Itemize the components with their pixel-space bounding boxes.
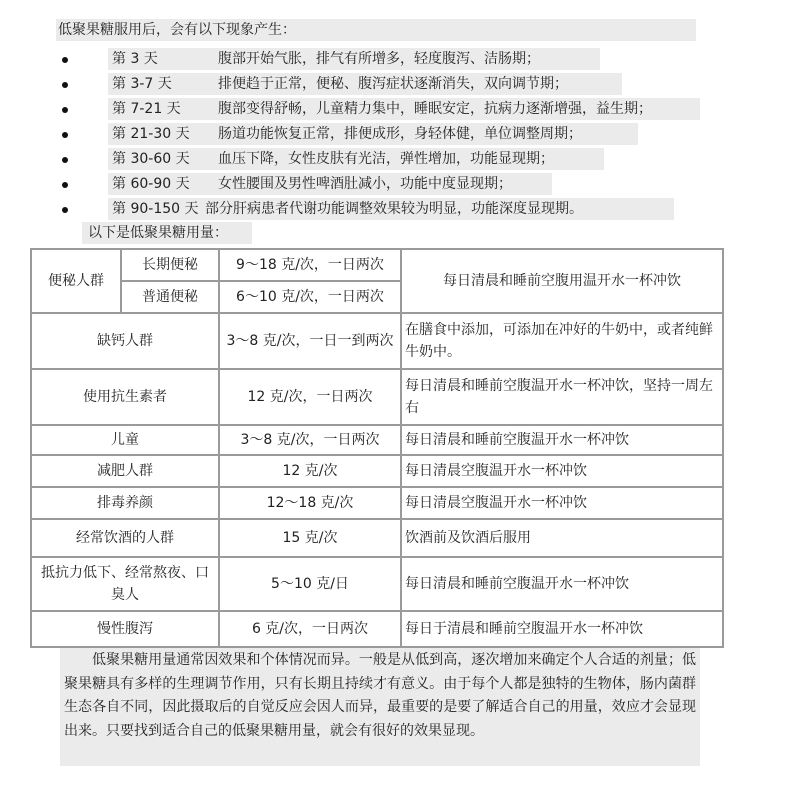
phase-day: 第 21-30 天 <box>112 126 190 142</box>
phase-desc: 女性腰围及男性啤酒肚减小，功能中度显现期； <box>218 176 512 192</box>
dose-cell: 6～10 克/次，一日两次 <box>219 281 401 313</box>
table-row <box>31 611 723 647</box>
bullet-icon <box>62 57 68 63</box>
group-cell: 排毒养颜 <box>31 487 219 519</box>
table-row <box>31 487 723 519</box>
list-item <box>0 123 800 145</box>
bullet-icon <box>62 82 68 88</box>
group-cell: 缺钙人群 <box>31 313 219 369</box>
group-cell: 抵抗力低下、经常熬夜、口臭人 <box>31 557 219 611</box>
usage-cell: 每日清晨和睡前空腹温开水一杯冲饮，坚持一周左右 <box>401 369 723 425</box>
bullet-icon <box>62 132 68 138</box>
usage-title: 以下是低聚果糖用量： <box>82 222 252 244</box>
dose-cell: 3～8 克/次，一日一到两次 <box>219 313 401 369</box>
usage-cell: 在膳食中添加，可添加在冲好的牛奶中，或者纯鲜牛奶中。 <box>401 313 723 369</box>
table-row <box>31 455 723 487</box>
list-item <box>0 48 800 70</box>
dosage-table <box>30 248 724 648</box>
dose-cell: 12～18 克/次 <box>219 487 401 519</box>
phase-desc: 血压下降，女性皮肤有光洁，弹性增加，功能显现期； <box>218 151 554 167</box>
group-cell: 使用抗生素者 <box>31 369 219 425</box>
usage-cell: 每日清晨和睡前空腹温开水一杯冲饮 <box>401 425 723 455</box>
group-cell: 儿童 <box>31 425 219 455</box>
footer-paragraph: 低聚果糖用量通常因效果和个体情况而异。一般是从低到高，逐次增加来确定个人合适的剂量；低聚果糖具有多样的生理调节作用，只有长期且持续才有意义。由于每个人都是独特的生物体，肠内菌群生态各自不同，因此摄取后的自觉反应会因人而异，最重要的是要了解适合自己的用量，效应才会显现出来。只要找到适合自己的低聚果糖用量，就会有很好的效果显现。 <box>60 648 700 766</box>
phase-day: 第 30-60 天 <box>112 151 190 167</box>
table-row <box>31 425 723 455</box>
phase-desc: 肠道功能恢复正常，排便成形，身轻体健，单位调整周期； <box>218 126 582 142</box>
phase-day: 第 7-21 天 <box>112 101 181 117</box>
table-row <box>31 369 723 425</box>
phase-day: 第 3-7 天 <box>112 76 172 92</box>
usage-cell: 每日于清晨和睡前空腹温开水一杯冲饮 <box>401 611 723 647</box>
dose-cell: 6 克/次，一日两次 <box>219 611 401 647</box>
dose-cell: 12 克/次 <box>219 455 401 487</box>
usage-cell: 每日清晨和睡前空腹用温开水一杯冲饮 <box>401 249 723 313</box>
usage-cell: 每日清晨和睡前空腹温开水一杯冲饮 <box>401 557 723 611</box>
dose-cell: 12 克/次，一日两次 <box>219 369 401 425</box>
subgroup-cell: 普通便秘 <box>121 281 219 313</box>
phase-day: 第 90-150 天 <box>112 201 199 217</box>
list-item <box>0 173 800 195</box>
group-cell: 减肥人群 <box>31 455 219 487</box>
bullet-icon <box>62 157 68 163</box>
usage-cell: 每日清晨空腹温开水一杯冲饮 <box>401 455 723 487</box>
dose-cell: 5～10 克/日 <box>219 557 401 611</box>
list-item <box>0 98 800 120</box>
table-row <box>31 519 723 557</box>
phase-desc: 部分肝病患者代谢功能调整效果较为明显，功能深度显现期。 <box>205 201 583 217</box>
usage-cell: 饮酒前及饮酒后服用 <box>401 519 723 557</box>
subgroup-cell: 长期便秘 <box>121 249 219 281</box>
group-cell: 慢性腹泻 <box>31 611 219 647</box>
list-item <box>0 198 800 220</box>
dose-cell: 15 克/次 <box>219 519 401 557</box>
group-cell: 便秘人群 <box>31 249 121 313</box>
list-item <box>0 73 800 95</box>
bullet-icon <box>62 182 68 188</box>
usage-cell: 每日清晨空腹温开水一杯冲饮 <box>401 487 723 519</box>
table-row <box>31 557 723 611</box>
phase-desc: 腹部变得舒畅，儿童精力集中，睡眠安定，抗病力逐渐增强，益生期； <box>218 101 652 117</box>
dose-cell: 9～18 克/次，一日两次 <box>219 249 401 281</box>
list-item <box>0 148 800 170</box>
table-row <box>31 313 723 369</box>
phase-desc: 排便趋于正常，便秘、腹泻症状逐渐消失，双向调节期； <box>218 76 568 92</box>
phase-desc: 腹部开始气胀，排气有所增多，轻度腹泻、洁肠期； <box>218 51 540 67</box>
table-row <box>31 249 723 281</box>
bullet-icon <box>62 207 68 213</box>
group-cell: 经常饮酒的人群 <box>31 519 219 557</box>
phase-day: 第 3 天 <box>112 51 158 67</box>
phase-day: 第 60-90 天 <box>112 176 190 192</box>
bullet-icon <box>62 107 68 113</box>
intro-text: 低聚果糖服用后，会有以下现象产生： <box>56 19 696 41</box>
dose-cell: 3～8 克/次，一日两次 <box>219 425 401 455</box>
